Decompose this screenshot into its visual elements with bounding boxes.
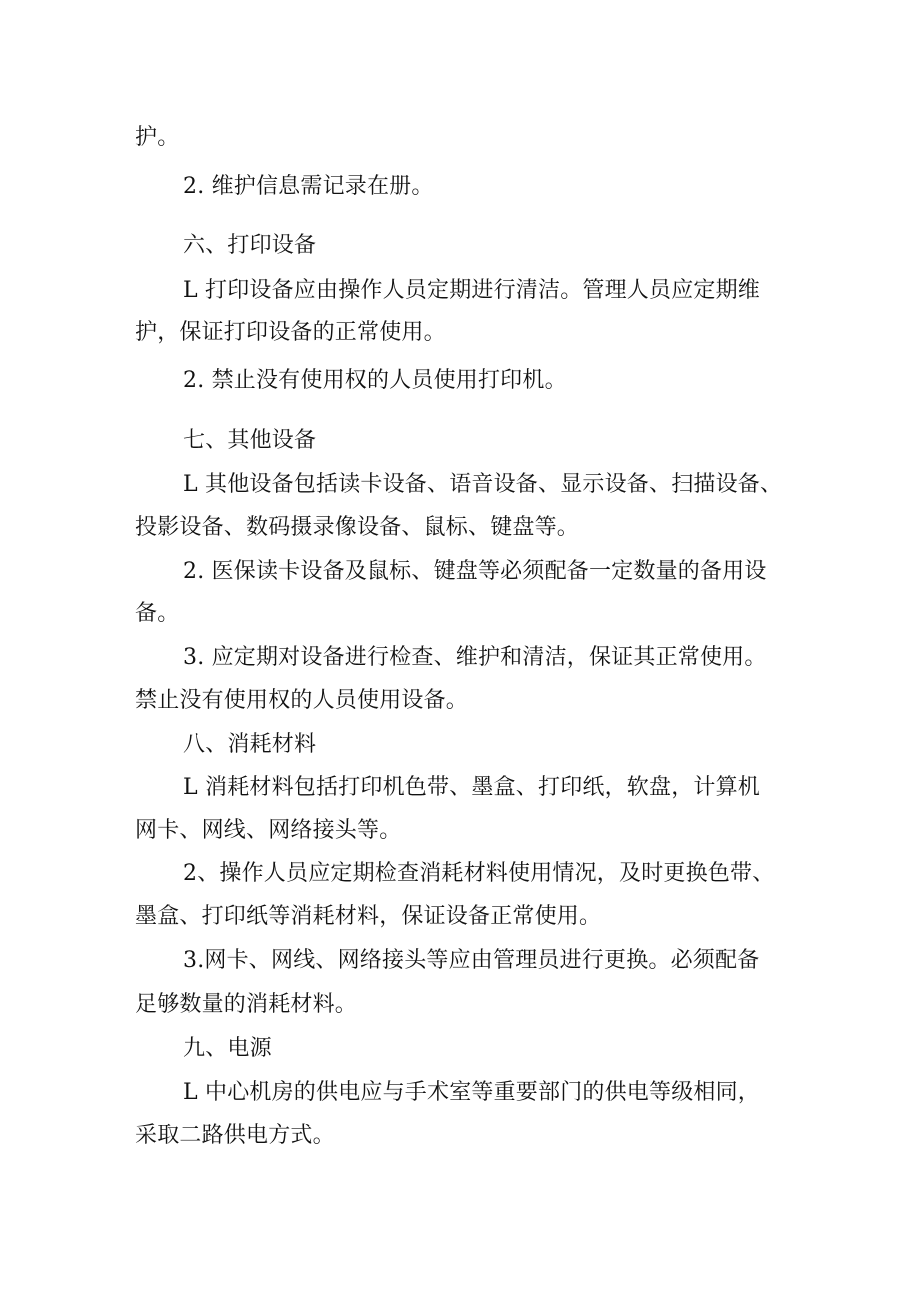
text-line-continuation: 禁止没有使用权的人员使用设备。 bbox=[135, 688, 469, 713]
list-item: 2. 禁止没有使用权的人员使用打印机。 bbox=[183, 368, 567, 393]
text-line-continuation: 护。 bbox=[135, 125, 180, 150]
text-line-continuation: 采取二路供电方式。 bbox=[135, 1123, 335, 1148]
text-line-continuation: 投影设备、数码摄录像设备、鼠标、键盘等。 bbox=[135, 515, 580, 540]
text-line-continuation: 护，保证打印设备的正常使用。 bbox=[135, 320, 446, 345]
list-item: 2. 医保读卡设备及鼠标、键盘等必须配备一定数量的备用设 bbox=[183, 559, 767, 584]
section-heading-printing-devices: 六、打印设备 bbox=[183, 233, 317, 258]
list-item: 3. 应定期对设备进行检查、维护和清洁，保证其正常使用。 bbox=[183, 645, 767, 670]
text-line-continuation: 备。 bbox=[135, 601, 180, 626]
section-heading-other-devices: 七、其他设备 bbox=[183, 428, 317, 453]
text-line-continuation: 墨盒、打印纸等消耗材料，保证设备正常使用。 bbox=[135, 904, 602, 929]
text-line-continuation: 足够数量的消耗材料。 bbox=[135, 992, 358, 1017]
list-item: L 其他设备包括读卡设备、语音设备、显示设备、扫描设备、 bbox=[183, 472, 783, 497]
list-item: L 中心机房的供电应与手术室等重要部门的供电等级相同， bbox=[183, 1080, 761, 1105]
list-item: 3.网卡、网线、网络接头等应由管理员进行更换。必须配备 bbox=[183, 948, 760, 973]
section-heading-consumables: 八、消耗材料 bbox=[183, 732, 317, 757]
text-line-continuation: 网卡、网线、网络接头等。 bbox=[135, 818, 402, 843]
list-item: L 打印设备应由操作人员定期进行清洁。管理人员应定期维 bbox=[183, 278, 761, 303]
section-heading-power-supply: 九、电源 bbox=[183, 1036, 272, 1061]
list-item: 2、操作人员应定期检查消耗材料使用情况，及时更换色带、 bbox=[183, 861, 775, 886]
list-item: 2. 维护信息需记录在册。 bbox=[183, 174, 434, 199]
list-item: L 消耗材料包括打印机色带、墨盒、打印纸，软盘，计算机 bbox=[183, 775, 761, 800]
